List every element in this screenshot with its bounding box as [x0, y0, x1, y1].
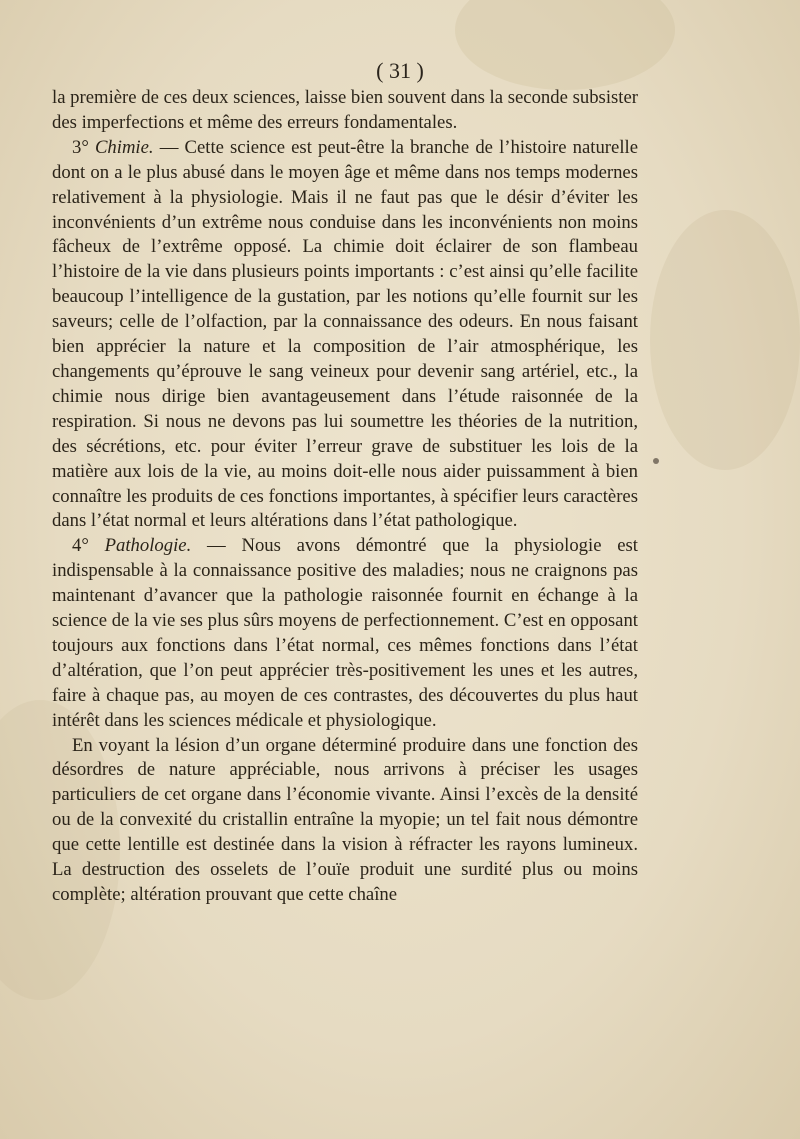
- section-heading: Chimie.: [94, 136, 154, 158]
- section-heading: Pathologie.: [104, 535, 192, 557]
- ink-speck: [653, 458, 659, 464]
- paragraph-text: — Nous avons démontré que la physiologie est indispensable à la connaissance positive des maladies; nous ne craignons pas maintenant d’avancer que la pathologie raisonnée fournit en échange à la science de la vie ses plus sûrs moyens de perfectionnement. C’est en opposant toujours aux fonctions dans l’état normal, ces mêmes fonctions dans l’état d’altération, que l’on peut apprécier très-positivement les unes et les autres, faire à chaque pas, au moyen de ces contrastes, des découvertes du plus haut intérêt dans les sciences médicale et physiologique.: [52, 535, 638, 731]
- body-text: [52, 86, 638, 908]
- section-number: 3°: [72, 136, 89, 158]
- paragraph-pathologie: [52, 534, 638, 733]
- paragraph-lesion: [52, 734, 638, 908]
- page-number: ( 31 ): [376, 58, 424, 83]
- paragraph-text: En voyant la lésion d’un organe déterminé produire dans une fonction des désordres de nature appréciable, nous arrivons à préciser les usages particuliers de cet organe dans l’économie vivante. Ainsi l’excès de la densité ou de la convexité du cristallin entraîne la myopie; un tel fait nous démontre que cette lentille est destinée dans la vision à réfracter les rayons lumineux. La destruction des osselets de l’ouïe produit une surdité plus ou moins complète; altération prouvant que cette chaîne: [52, 734, 638, 905]
- paragraph-text: la première de ces deux sciences, laisse bien souvent dans la seconde subsister des imperfections et même des erreurs fondamentales.: [52, 87, 638, 133]
- paragraph-text: — Cette science est peut-être la branche de l’histoire naturelle dont on a le plus abusé dans le moyen âge et même dans nos temps modernes relativement à la physiologie. Mais il ne faut pas que le désir d’éviter les inconvénients d’un extrême nous conduise dans les inconvénients non moins fâcheux de l’extrême opposé. La chimie doit éclairer de son flambeau l’histoire de la vie dans plusieurs points importants : c’est ainsi qu’elle facilite beaucoup l’intelligence de la gustation, par les notions qu’elle fournit sur les saveurs; celle de l’olfaction, par la connaissance des odeurs. En nous faisant bien apprécier la nature et la composition de l’air atmosphérique, les changements qu’éprouve le sang veineux pour devenir sang artériel, etc., la chimie nous dirige bien avantageusement dans l’étude raisonnée de la respiration. Si nous ne devons pas lui soumettre les théories de la nutrition, des sécrétions, etc. pour éviter l’erreur grave de substituer les lois de la matière aux lois de la vie, au moins doit-elle nous aider puissamment à bien connaître les produits de ces fonctions importantes, à spécifier leurs caractères dans l’état normal et leurs altérations dans l’état pathologique.: [52, 136, 639, 532]
- section-number: 4°: [72, 535, 89, 557]
- paragraph-continuation: [52, 86, 638, 136]
- paragraph-chimie: [52, 136, 638, 535]
- paper-stain: [650, 210, 800, 470]
